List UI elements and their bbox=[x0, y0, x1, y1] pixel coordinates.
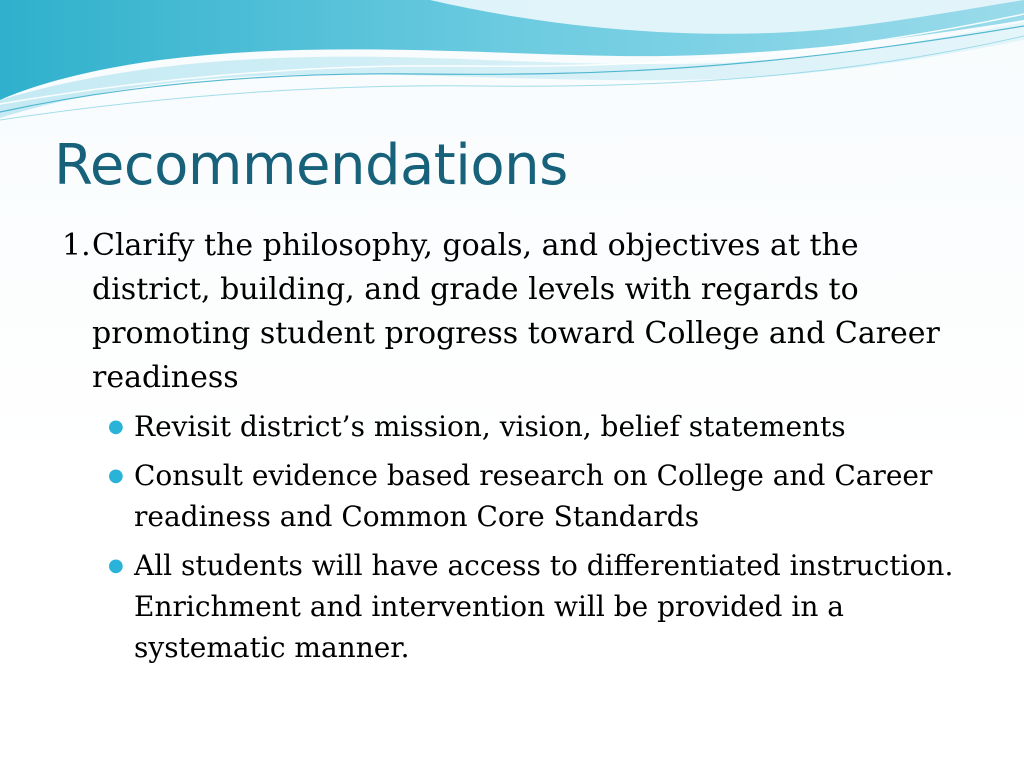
bullet-list bbox=[62, 406, 972, 668]
bullet-text: Consult evidence based research on College and Career readiness and Common Core Standards bbox=[134, 459, 933, 533]
item-text: Clarify the philosophy, goals, and objectives at the district, building, and grade levels with regards to promoting student progress toward College and Career readiness bbox=[92, 228, 940, 395]
numbered-item bbox=[62, 224, 972, 400]
bullet-item bbox=[108, 545, 972, 668]
item-number: 1. bbox=[62, 228, 91, 263]
bullet-icon: ● bbox=[108, 416, 124, 437]
slide-body bbox=[62, 224, 972, 676]
bullet-text: All students will have access to differentiated instruction. Enrichment and intervention will be provided in a systematic manner. bbox=[134, 549, 954, 664]
bullet-item bbox=[108, 406, 972, 447]
decorative-wave-banner bbox=[0, 0, 1024, 130]
bullet-icon: ● bbox=[108, 555, 124, 576]
slide-title: Recommendations bbox=[54, 133, 568, 198]
bullet-icon: ● bbox=[108, 465, 124, 486]
bullet-item bbox=[108, 455, 972, 537]
bullet-text: Revisit district’s mission, vision, belief statements bbox=[134, 410, 846, 443]
